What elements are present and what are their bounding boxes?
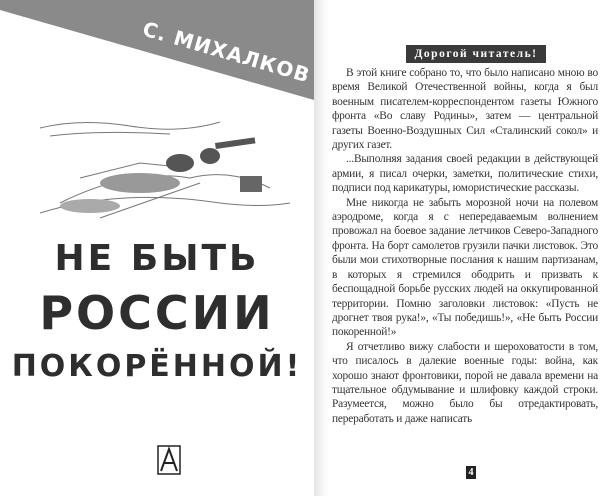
paragraph: Я отчетливо вижу слабости и шероховатости в том, что писалось в далекие военные годы: война, как хорошо знают фронтовики, порой не давала времени на тщательное обдумывание и шлифовку каждой строки. Разумеется, можно было бы отредактировать, переработать и даже написать <box>332 340 598 425</box>
book-title <box>0 232 314 394</box>
page-body <box>332 66 598 426</box>
page-number: 4 <box>466 466 476 479</box>
book-gutter <box>314 0 328 496</box>
paragraph: Мне никогда не забыть морозной ночи на полевом аэродроме, когда я с непередаваемым волнением провожал на боевое задание летчиков Северо-Западного фронта. На борт самолетов грузили пачки листовок. Это были мои стихотворные послания к нашим партизанам, в которых я стремился ободрить и призвать к беспощадной борьбе русских людей на оккупированной территории. Помню заголовки листовок: «Пусть не дрогнет твоя рука!», «Ты победишь!», «Не быть России покоренной!» <box>332 196 598 339</box>
title-line: РОССИИ <box>39 286 275 340</box>
soldiers-illustration <box>20 108 300 228</box>
paragraph: В этой книге собрано то, что было написано мною во время Великой Отечественной войны, когда я был военным писателем-корреспондентом газеты Южного фронта «Во славу Родины», затем — центральной газеты Военно-Воздушных Сил «Сталинский сокол» и других газет. <box>332 67 598 152</box>
page-heading: Дорогой читатель! <box>406 45 546 63</box>
text-page <box>328 0 600 496</box>
author-name: С. МИХАЛКОВ <box>140 16 313 88</box>
title-line: НЕ БЫТЬ <box>54 238 260 279</box>
publisher-logo <box>157 445 181 475</box>
title-line: ПОКОРЁННОЙ! <box>11 349 303 384</box>
paragraph: ...Выполняя задания своей редакции в действующей армии, я писал очерки, заметки, политические стихи, подписи под карикатуры, юмористические рассказы. <box>332 153 598 195</box>
